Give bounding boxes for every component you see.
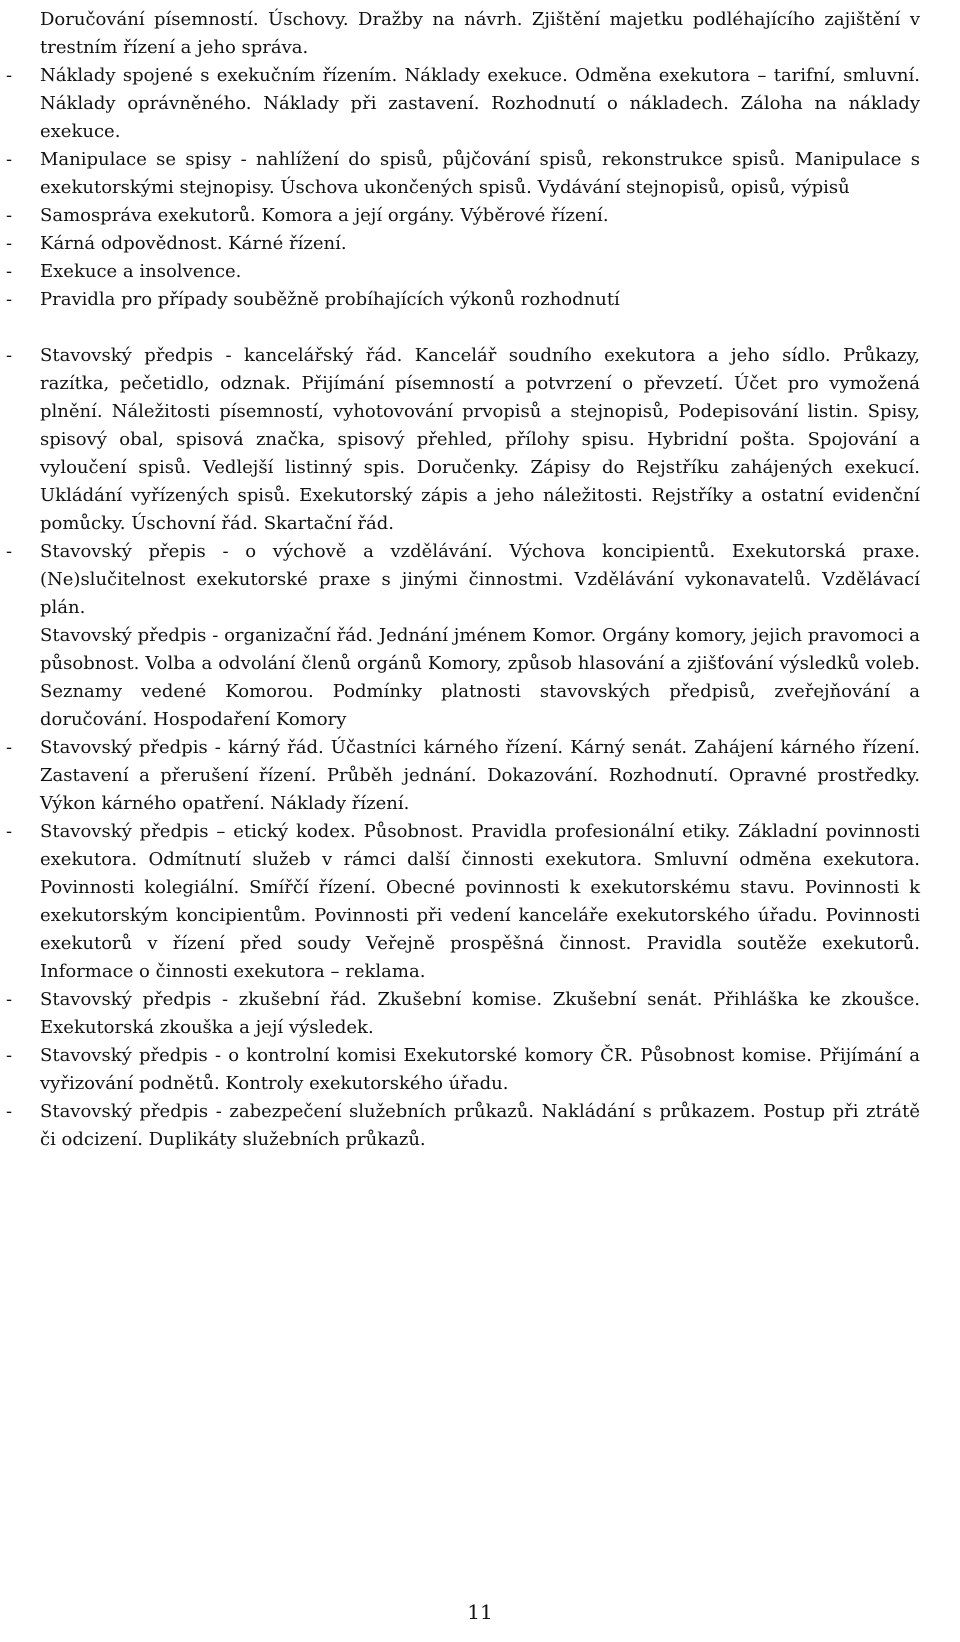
list-item-text: Kárná odpovědnost. Kárné řízení.	[40, 233, 347, 254]
list-item-text: Stavovský předpis - kancelářský řád. Kancelář soudního exekutora a jeho sídlo. Průkazy, razítka, pečetidlo, odznak. Přijímání písemností a potvrzení o převzetí. Účet pro vymožená plnění. Náležitosti písemností, vyhotovování prvopisů a stejnopisů, Podepisování listin. Spisy, spisový obal, spisová značka, spisový přehled, přílohy spisu. Hybridní pošta. Spojování a vyloučení spisů. Vedlejší listinný spis. Doručenky. Zápisy do Rejstříku zahájených exekucí. Ukládání vyřízených spisů. Exekutorský zápis a jeho náležitosti. Rejstříky a ostatní evidenční pomůcky. Úschovní řád. Skartační řád.	[40, 345, 920, 534]
list-item	[6, 1042, 920, 1098]
list-item-text: Exekuce a insolvence.	[40, 261, 242, 282]
list-dash: -	[6, 1045, 13, 1066]
list-item	[6, 258, 920, 286]
list-item	[6, 62, 920, 146]
section-gap	[6, 314, 920, 342]
list-item-text: Stavovský předpis - organizační řád. Jednání jménem Komor. Orgány komory, jejich pravomoci a působnost. Volba a odvolání členů orgánů Komory, způsob hlasování a zjišťování výsledků voleb. Seznamy vedené Komorou. Podmínky platnosti stavovských předpisů, zveřejňování a doručování. Hospodaření Komory	[40, 625, 920, 730]
list-dash: -	[6, 261, 13, 282]
list-item-text: Pravidla pro případy souběžně probíhajících výkonů rozhodnutí	[40, 289, 620, 310]
list-item	[6, 1098, 920, 1154]
list-item-text: Manipulace se spisy - nahlížení do spisů, půjčování spisů, rekonstrukce spisů. Manipulace s exekutorskými stejnopisy. Úschova ukončených spisů. Vydávání stejnopisů, opisů, výpisů	[40, 149, 920, 198]
list-dash: -	[6, 737, 13, 758]
list-item	[6, 734, 920, 818]
list-item-text: Stavovský předpis – etický kodex. Působnost. Pravidla profesionální etiky. Základní povinnosti exekutora. Odmítnutí služeb v rámci další činnosti exekutora. Smluvní odměna exekutora. Povinnosti kolegiální. Smířčí řízení. Obecné povinnosti k exekutorskému stavu. Povinnosti k exekutorským koncipientům. Povinnosti při vedení kanceláře exekutorského úřadu. Povinnosti exekutorů v řízení před soudy Veřejně prospěšná činnost. Pravidla soutěže exekutorů. Informace o činnosti exekutora – reklama.	[40, 821, 920, 982]
list-dash: -	[6, 1101, 13, 1122]
list-item	[6, 6, 920, 62]
list-item-text: Doručování písemností. Úschovy. Dražby na návrh. Zjištění majetku podléhajícího zajištění v trestním řízení a jeho správa.	[40, 9, 920, 58]
list-item	[6, 538, 920, 622]
list-item	[6, 202, 920, 230]
page-number: 11	[467, 1600, 493, 1624]
list-item-text: Náklady spojené s exekučním řízením. Náklady exekuce. Odměna exekutora – tarifní, smluvní. Náklady oprávněného. Náklady při zastavení. Rozhodnutí o nákladech. Záloha na náklady exekuce.	[40, 65, 920, 142]
list-dash: -	[6, 233, 13, 254]
list-item-text: Stavovský předpis - kárný řád. Účastníci kárného řízení. Kárný senát. Zahájení kárného řízení. Zastavení a přerušení řízení. Průběh jednání. Dokazování. Rozhodnutí. Opravné prostředky. Výkon kárného opatření. Náklady řízení.	[40, 737, 920, 814]
list-item	[6, 342, 920, 538]
list-dash: -	[6, 289, 13, 310]
list-item	[6, 230, 920, 258]
list-dash: -	[6, 541, 13, 562]
list-item	[6, 286, 920, 314]
list-dash: -	[6, 65, 13, 86]
list-item-text: Samospráva exekutorů. Komora a její orgány. Výběrové řízení.	[40, 205, 609, 226]
list-item	[6, 622, 920, 734]
list-item-text: Stavovský předpis - zabezpečení služebních průkazů. Nakládání s průkazem. Postup při ztrátě či odcizení. Duplikáty služebních průkazů.	[40, 1101, 920, 1150]
list-item-text: Stavovský předpis - o kontrolní komisi Exekutorské komory ČR. Působnost komise. Přijímání a vyřizování podnětů. Kontroly exekutorského úřadu.	[40, 1045, 920, 1094]
list-item-text: Stavovský přepis - o výchově a vzdělávání. Výchova koncipientů. Exekutorská praxe. (Ne)slučitelnost exekutorské praxe s jinými činnostmi. Vzdělávání vykonavatelů. Vzdělávací plán.	[40, 541, 920, 618]
list-item-text: Stavovský předpis - zkušební řád. Zkušební komise. Zkušební senát. Přihláška ke zkoušce. Exekutorská zkouška a její výsledek.	[40, 989, 920, 1038]
list-dash: -	[6, 205, 13, 226]
list-dash: -	[6, 989, 13, 1010]
list-dash: -	[6, 149, 13, 170]
list-dash: -	[6, 345, 13, 366]
list-item	[6, 146, 920, 202]
list-item	[6, 818, 920, 986]
list-item	[6, 986, 920, 1042]
list-dash: -	[6, 821, 13, 842]
